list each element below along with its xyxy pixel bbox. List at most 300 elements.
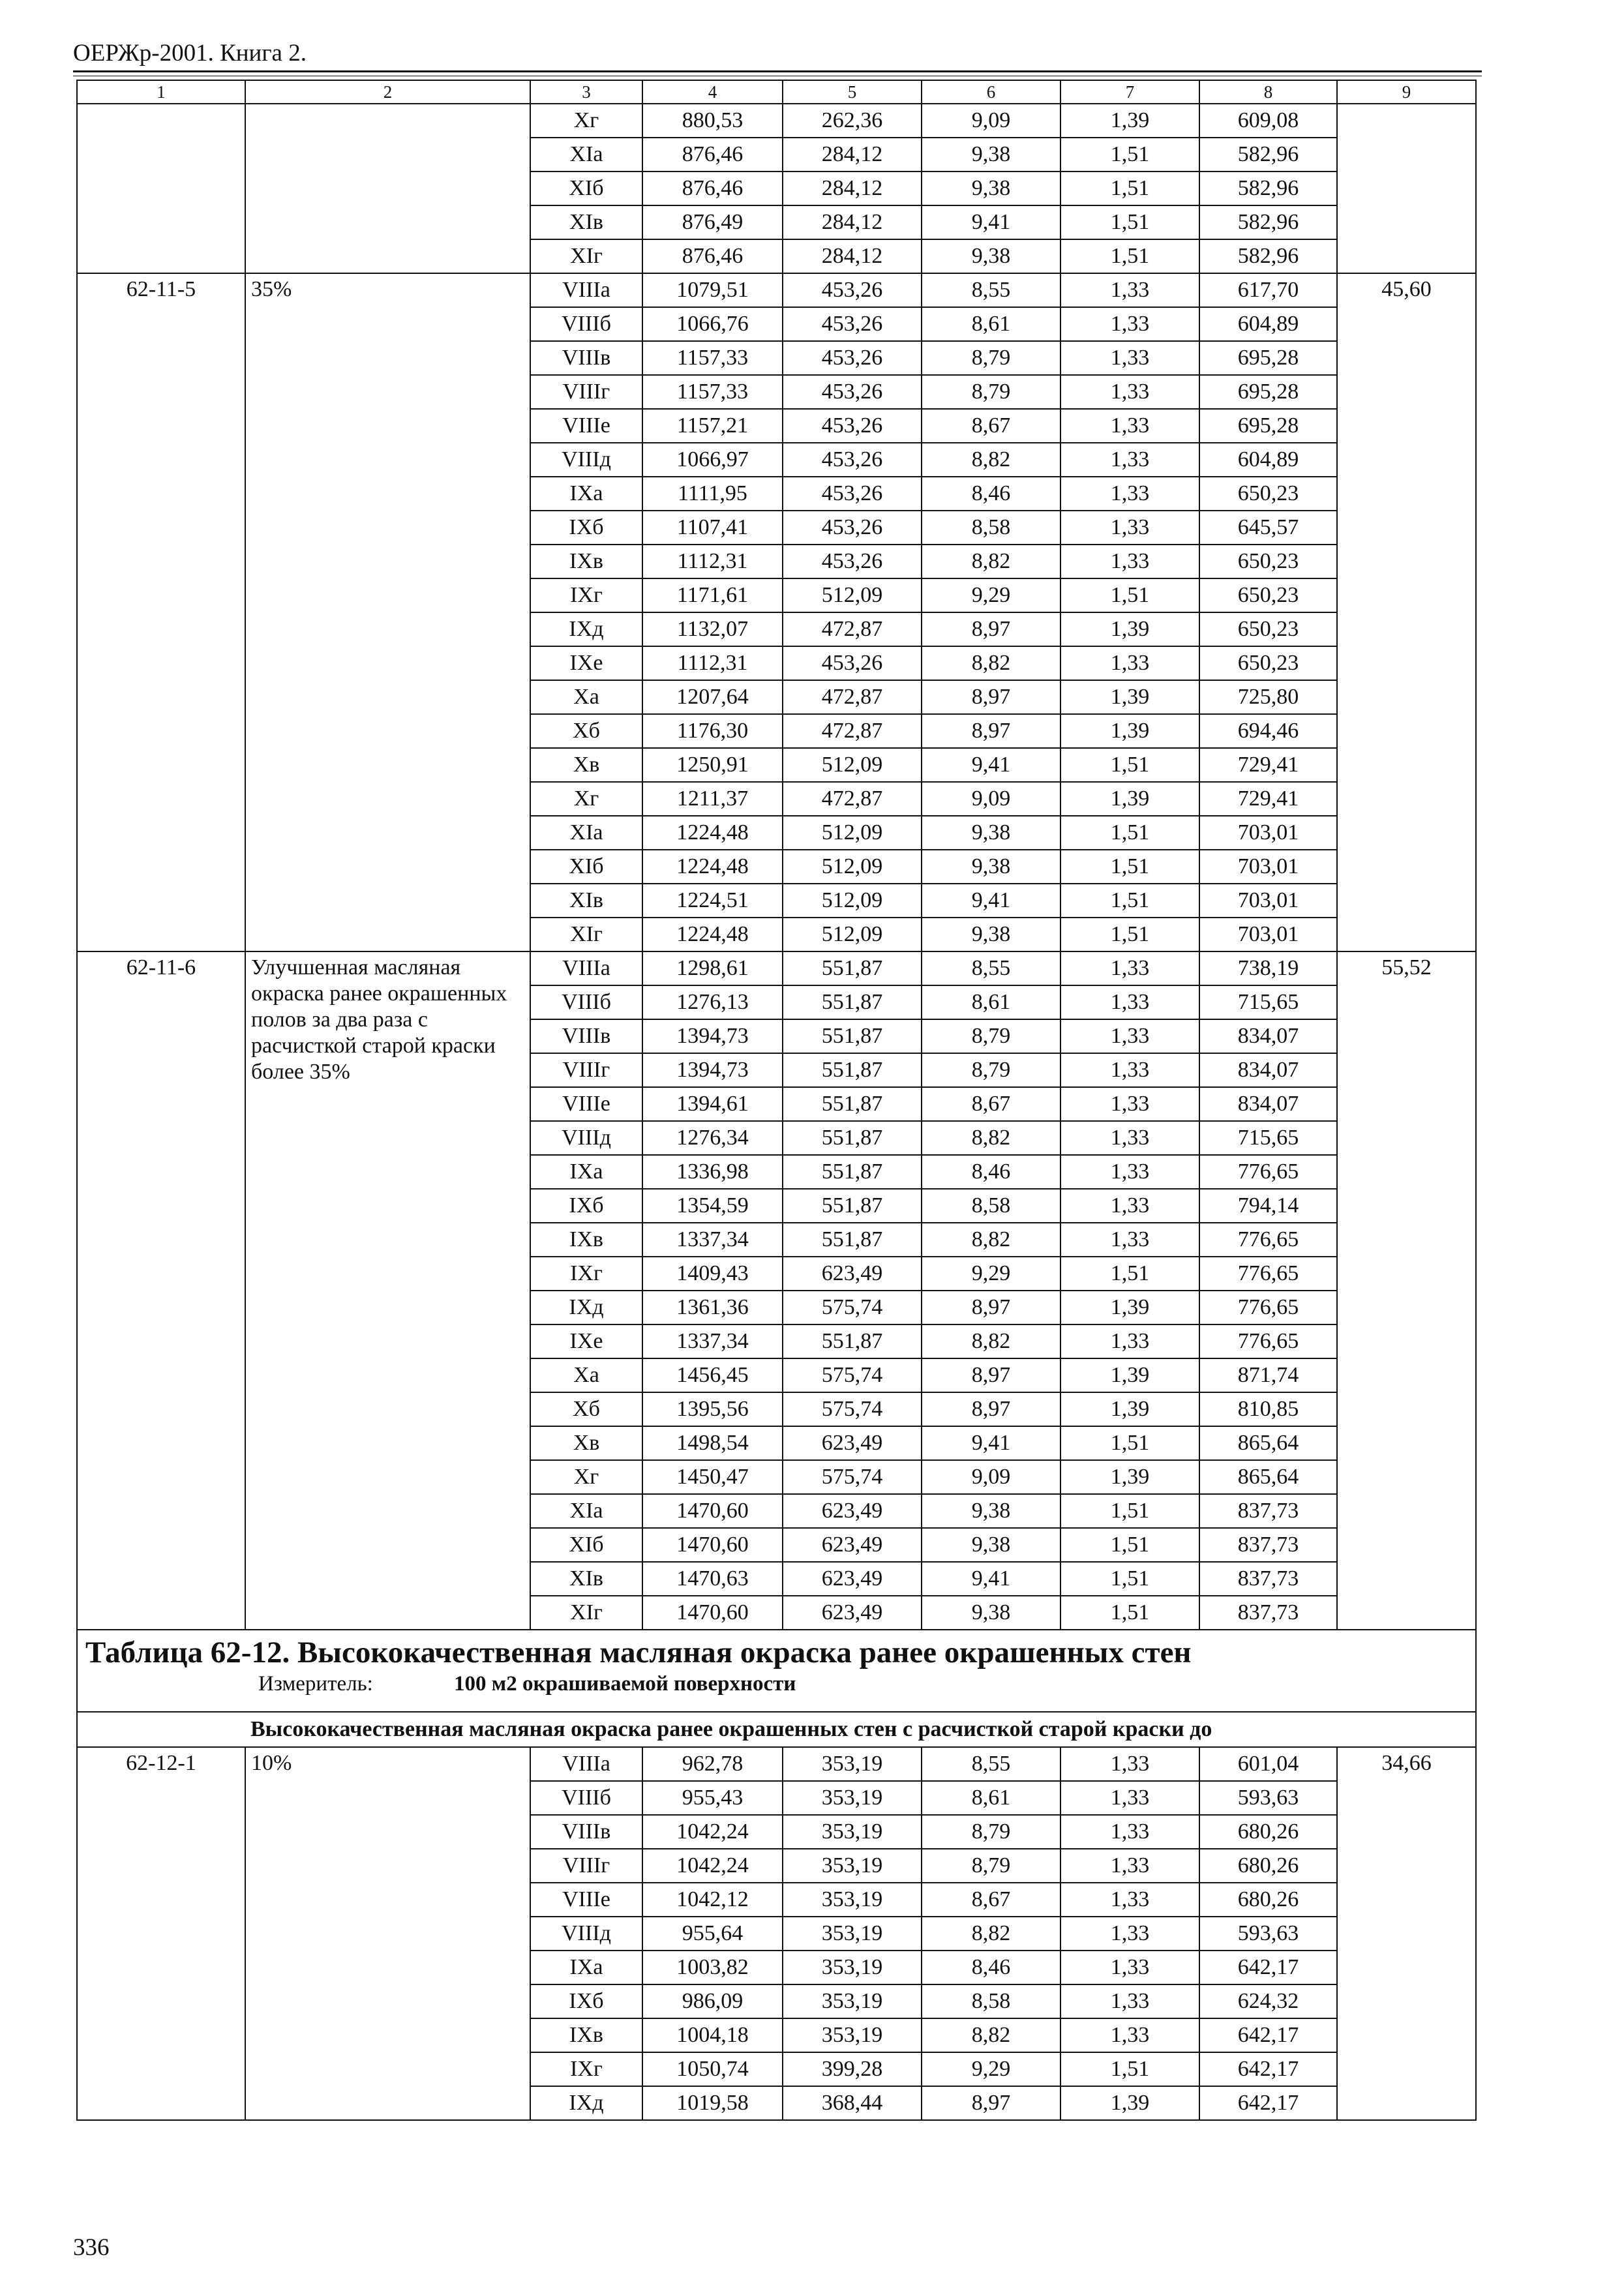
driver-wages-cell: 1,51 xyxy=(1060,1528,1199,1562)
column-number-cell: 6 xyxy=(922,80,1060,104)
wages-cell: 623,49 xyxy=(783,1426,922,1460)
labor-cost-cell: 34,66 xyxy=(1337,1747,1476,2120)
materials-cell: 642,17 xyxy=(1199,2086,1337,2120)
wages-cell: 472,87 xyxy=(783,714,922,748)
wages-cell: 284,12 xyxy=(783,172,922,205)
running-header: ОЕРЖр-2001. Книга 2. xyxy=(73,40,307,67)
driver-wages-cell: 1,39 xyxy=(1060,1291,1199,1324)
total-cost-cell: 1336,98 xyxy=(642,1155,783,1189)
machinery-cell: 9,41 xyxy=(922,1426,1060,1460)
total-cost-cell: 1394,61 xyxy=(642,1087,783,1121)
rate-code-cell: 62-12-1 xyxy=(77,1747,245,2120)
zone-cell: Xб xyxy=(530,1392,642,1426)
wages-cell: 512,09 xyxy=(783,748,922,782)
machinery-cell: 8,58 xyxy=(922,1984,1060,2018)
machinery-cell: 8,82 xyxy=(922,1324,1060,1358)
total-cost-cell: 1079,51 xyxy=(642,273,783,307)
machinery-cell: 8,97 xyxy=(922,2086,1060,2120)
wages-cell: 262,36 xyxy=(783,104,922,138)
zone-cell: IXд xyxy=(530,1291,642,1324)
wages-cell: 368,44 xyxy=(783,2086,922,2120)
wages-cell: 551,87 xyxy=(783,1087,922,1121)
zone-cell: XIв xyxy=(530,1562,642,1596)
machinery-cell: 8,82 xyxy=(922,1917,1060,1951)
machinery-cell: 8,82 xyxy=(922,2018,1060,2052)
zone-cell: IXа xyxy=(530,1155,642,1189)
machinery-cell: 9,38 xyxy=(922,816,1060,850)
total-cost-cell: 955,64 xyxy=(642,1917,783,1951)
wages-cell: 353,19 xyxy=(783,1849,922,1883)
machinery-cell: 9,09 xyxy=(922,782,1060,816)
materials-cell: 680,26 xyxy=(1199,1883,1337,1917)
total-cost-cell: 1042,12 xyxy=(642,1883,783,1917)
wages-cell: 353,19 xyxy=(783,1815,922,1849)
materials-cell: 729,41 xyxy=(1199,748,1337,782)
wages-cell: 284,12 xyxy=(783,138,922,172)
total-cost-cell: 1394,73 xyxy=(642,1053,783,1087)
wages-cell: 472,87 xyxy=(783,680,922,714)
zone-cell: Xг xyxy=(530,1460,642,1494)
materials-cell: 650,23 xyxy=(1199,612,1337,646)
zone-cell: VIIIб xyxy=(530,985,642,1019)
materials-cell: 703,01 xyxy=(1199,884,1337,918)
column-number-cell: 8 xyxy=(1199,80,1337,104)
wages-cell: 512,09 xyxy=(783,816,922,850)
materials-cell: 703,01 xyxy=(1199,918,1337,951)
zone-cell: VIIIв xyxy=(530,1019,642,1053)
wages-cell: 353,19 xyxy=(783,1781,922,1815)
total-cost-cell: 1107,41 xyxy=(642,511,783,545)
zone-cell: VIIIг xyxy=(530,1849,642,1883)
materials-cell: 776,65 xyxy=(1199,1155,1337,1189)
wages-cell: 453,26 xyxy=(783,307,922,341)
driver-wages-cell: 1,51 xyxy=(1060,816,1199,850)
driver-wages-cell: 1,33 xyxy=(1060,1917,1199,1951)
column-number-cell: 9 xyxy=(1337,80,1476,104)
machinery-cell: 8,82 xyxy=(922,545,1060,578)
driver-wages-cell: 1,51 xyxy=(1060,172,1199,205)
column-number-cell: 1 xyxy=(77,80,245,104)
zone-cell: IXв xyxy=(530,2018,642,2052)
wages-cell: 353,19 xyxy=(783,2018,922,2052)
driver-wages-cell: 1,33 xyxy=(1060,511,1199,545)
machinery-cell: 8,82 xyxy=(922,646,1060,680)
zone-cell: XIг xyxy=(530,239,642,273)
wages-cell: 453,26 xyxy=(783,273,922,307)
wages-cell: 512,09 xyxy=(783,850,922,884)
machinery-cell: 8,79 xyxy=(922,341,1060,375)
total-cost-cell: 1456,45 xyxy=(642,1358,783,1392)
zone-cell: IXб xyxy=(530,1189,642,1223)
wages-cell: 512,09 xyxy=(783,884,922,918)
materials-cell: 642,17 xyxy=(1199,1951,1337,1984)
total-cost-cell: 1066,76 xyxy=(642,307,783,341)
materials-cell: 604,89 xyxy=(1199,443,1337,477)
driver-wages-cell: 1,33 xyxy=(1060,1781,1199,1815)
wages-cell: 575,74 xyxy=(783,1460,922,1494)
materials-cell: 837,73 xyxy=(1199,1528,1337,1562)
wages-cell: 551,87 xyxy=(783,1121,922,1155)
wages-cell: 551,87 xyxy=(783,1019,922,1053)
total-cost-cell: 1207,64 xyxy=(642,680,783,714)
machinery-cell: 8,61 xyxy=(922,307,1060,341)
wages-cell: 623,49 xyxy=(783,1494,922,1528)
total-cost-cell: 1176,30 xyxy=(642,714,783,748)
materials-cell: 650,23 xyxy=(1199,545,1337,578)
rate-code-cell: 62-11-5 xyxy=(77,273,245,951)
zone-cell: IXа xyxy=(530,477,642,511)
wages-cell: 472,87 xyxy=(783,782,922,816)
driver-wages-cell: 1,51 xyxy=(1060,1426,1199,1460)
zone-cell: XIб xyxy=(530,1528,642,1562)
total-cost-cell: 876,46 xyxy=(642,239,783,273)
driver-wages-cell: 1,39 xyxy=(1060,2086,1199,2120)
driver-wages-cell: 1,51 xyxy=(1060,884,1199,918)
driver-wages-cell: 1,51 xyxy=(1060,205,1199,239)
driver-wages-cell: 1,33 xyxy=(1060,409,1199,443)
zone-cell: VIIIа xyxy=(530,1747,642,1781)
driver-wages-cell: 1,33 xyxy=(1060,646,1199,680)
materials-cell: 609,08 xyxy=(1199,104,1337,138)
total-cost-cell: 1354,59 xyxy=(642,1189,783,1223)
machinery-cell: 8,97 xyxy=(922,1392,1060,1426)
materials-cell: 776,65 xyxy=(1199,1257,1337,1291)
materials-cell: 715,65 xyxy=(1199,1121,1337,1155)
materials-cell: 810,85 xyxy=(1199,1392,1337,1426)
total-cost-cell: 1409,43 xyxy=(642,1257,783,1291)
machinery-cell: 8,79 xyxy=(922,1019,1060,1053)
machinery-cell: 9,38 xyxy=(922,239,1060,273)
materials-cell: 645,57 xyxy=(1199,511,1337,545)
materials-cell: 650,23 xyxy=(1199,646,1337,680)
materials-cell: 593,63 xyxy=(1199,1781,1337,1815)
zone-cell: IXв xyxy=(530,1223,642,1257)
total-cost-cell: 1171,61 xyxy=(642,578,783,612)
total-cost-cell: 1111,95 xyxy=(642,477,783,511)
zone-cell: Xг xyxy=(530,782,642,816)
machinery-cell: 8,97 xyxy=(922,680,1060,714)
total-cost-cell: 1450,47 xyxy=(642,1460,783,1494)
machinery-cell: 8,46 xyxy=(922,477,1060,511)
zone-cell: Xа xyxy=(530,680,642,714)
zone-cell: VIIIа xyxy=(530,273,642,307)
driver-wages-cell: 1,51 xyxy=(1060,1494,1199,1528)
zone-cell: VIIIд xyxy=(530,1917,642,1951)
driver-wages-cell: 1,33 xyxy=(1060,1019,1199,1053)
measure-label: Измеритель: xyxy=(258,1672,373,1696)
driver-wages-cell: 1,33 xyxy=(1060,2018,1199,2052)
driver-wages-cell: 1,39 xyxy=(1060,714,1199,748)
materials-cell: 680,26 xyxy=(1199,1849,1337,1883)
total-cost-cell: 1470,60 xyxy=(642,1528,783,1562)
machinery-cell: 8,61 xyxy=(922,985,1060,1019)
zone-cell: IXв xyxy=(530,545,642,578)
rate-description-cell: Улучшенная масляная окраска ранее окрашенных полов за два раза с расчисткой старой краски более 35% xyxy=(245,951,530,1630)
labor-cost-cell: 55,52 xyxy=(1337,951,1476,1630)
materials-cell: 776,65 xyxy=(1199,1223,1337,1257)
wages-cell: 284,12 xyxy=(783,239,922,273)
wages-cell: 551,87 xyxy=(783,951,922,985)
machinery-cell: 8,58 xyxy=(922,1189,1060,1223)
rate-row xyxy=(77,273,1476,307)
zone-cell: Xв xyxy=(530,1426,642,1460)
total-cost-cell: 1394,73 xyxy=(642,1019,783,1053)
total-cost-cell: 1224,48 xyxy=(642,816,783,850)
total-cost-cell: 1004,18 xyxy=(642,2018,783,2052)
driver-wages-cell: 1,33 xyxy=(1060,1053,1199,1087)
driver-wages-cell: 1,33 xyxy=(1060,273,1199,307)
total-cost-cell: 1042,24 xyxy=(642,1849,783,1883)
zone-cell: IXб xyxy=(530,511,642,545)
machinery-cell: 9,29 xyxy=(922,1257,1060,1291)
machinery-cell: 9,38 xyxy=(922,1494,1060,1528)
driver-wages-cell: 1,51 xyxy=(1060,1257,1199,1291)
machinery-cell: 8,61 xyxy=(922,1781,1060,1815)
driver-wages-cell: 1,33 xyxy=(1060,1087,1199,1121)
machinery-cell: 9,38 xyxy=(922,172,1060,205)
column-number-cell: 2 xyxy=(245,80,530,104)
materials-cell: 695,28 xyxy=(1199,341,1337,375)
section-heading-row xyxy=(77,1630,1476,1712)
driver-wages-cell: 1,33 xyxy=(1060,1984,1199,2018)
column-number-cell: 4 xyxy=(642,80,783,104)
wages-cell: 551,87 xyxy=(783,1324,922,1358)
materials-cell: 642,17 xyxy=(1199,2018,1337,2052)
machinery-cell: 8,67 xyxy=(922,409,1060,443)
machinery-cell: 8,82 xyxy=(922,1223,1060,1257)
driver-wages-cell: 1,33 xyxy=(1060,1815,1199,1849)
machinery-cell: 9,38 xyxy=(922,850,1060,884)
wages-cell: 353,19 xyxy=(783,1984,922,2018)
zone-cell: IXг xyxy=(530,1257,642,1291)
header-rule xyxy=(73,70,1482,72)
wages-cell: 453,26 xyxy=(783,646,922,680)
total-cost-cell: 1224,48 xyxy=(642,918,783,951)
rate-row xyxy=(77,104,1476,138)
wages-cell: 353,19 xyxy=(783,1883,922,1917)
materials-cell: 582,96 xyxy=(1199,205,1337,239)
driver-wages-cell: 1,33 xyxy=(1060,1883,1199,1917)
total-cost-cell: 1276,13 xyxy=(642,985,783,1019)
total-cost-cell: 1112,31 xyxy=(642,545,783,578)
machinery-cell: 8,97 xyxy=(922,1358,1060,1392)
driver-wages-cell: 1,39 xyxy=(1060,1358,1199,1392)
machinery-cell: 9,41 xyxy=(922,205,1060,239)
section-title: Таблица 62-12. Высококачественная масляная окраска ранее окрашенных стен xyxy=(85,1636,1192,1669)
driver-wages-cell: 1,33 xyxy=(1060,1189,1199,1223)
zone-cell: VIIIа xyxy=(530,951,642,985)
materials-cell: 729,41 xyxy=(1199,782,1337,816)
materials-cell: 871,74 xyxy=(1199,1358,1337,1392)
materials-cell: 582,96 xyxy=(1199,138,1337,172)
zone-cell: VIIIе xyxy=(530,1883,642,1917)
wages-cell: 353,19 xyxy=(783,1951,922,1984)
total-cost-cell: 962,78 xyxy=(642,1747,783,1781)
zone-cell: VIIIд xyxy=(530,443,642,477)
wages-cell: 453,26 xyxy=(783,545,922,578)
total-cost-cell: 1019,58 xyxy=(642,2086,783,2120)
total-cost-cell: 1337,34 xyxy=(642,1223,783,1257)
column-number-cell: 7 xyxy=(1060,80,1199,104)
materials-cell: 865,64 xyxy=(1199,1426,1337,1460)
driver-wages-cell: 1,39 xyxy=(1060,1460,1199,1494)
materials-cell: 604,89 xyxy=(1199,307,1337,341)
subheading-cell: Высококачественная масляная окраска ранее окрашенных стен с расчисткой старой краски до xyxy=(77,1712,1476,1747)
driver-wages-cell: 1,39 xyxy=(1060,612,1199,646)
section-heading-cell xyxy=(77,1630,1476,1712)
total-cost-cell: 1224,48 xyxy=(642,850,783,884)
rate-code-cell: 62-11-6 xyxy=(77,951,245,1630)
materials-cell: 834,07 xyxy=(1199,1019,1337,1053)
materials-cell: 642,17 xyxy=(1199,2052,1337,2086)
machinery-cell: 8,82 xyxy=(922,1121,1060,1155)
rate-description-cell xyxy=(245,104,530,273)
zone-cell: XIа xyxy=(530,816,642,850)
driver-wages-cell: 1,51 xyxy=(1060,2052,1199,2086)
total-cost-cell: 876,46 xyxy=(642,172,783,205)
machinery-cell: 9,38 xyxy=(922,1528,1060,1562)
machinery-cell: 9,38 xyxy=(922,138,1060,172)
total-cost-cell: 1276,34 xyxy=(642,1121,783,1155)
materials-cell: 695,28 xyxy=(1199,375,1337,409)
wages-cell: 623,49 xyxy=(783,1528,922,1562)
materials-cell: 680,26 xyxy=(1199,1815,1337,1849)
materials-cell: 694,46 xyxy=(1199,714,1337,748)
zone-cell: Xв xyxy=(530,748,642,782)
subheading-row xyxy=(77,1712,1476,1747)
driver-wages-cell: 1,33 xyxy=(1060,1849,1199,1883)
machinery-cell: 9,38 xyxy=(922,1596,1060,1630)
machinery-cell: 9,09 xyxy=(922,1460,1060,1494)
driver-wages-cell: 1,33 xyxy=(1060,1121,1199,1155)
total-cost-cell: 1498,54 xyxy=(642,1426,783,1460)
zone-cell: VIIIг xyxy=(530,1053,642,1087)
total-cost-cell: 1042,24 xyxy=(642,1815,783,1849)
total-cost-cell: 986,09 xyxy=(642,1984,783,2018)
materials-cell: 715,65 xyxy=(1199,985,1337,1019)
zone-cell: IXе xyxy=(530,1324,642,1358)
materials-cell: 837,73 xyxy=(1199,1596,1337,1630)
machinery-cell: 8,58 xyxy=(922,511,1060,545)
zone-cell: XIв xyxy=(530,205,642,239)
driver-wages-cell: 1,51 xyxy=(1060,239,1199,273)
machinery-cell: 9,09 xyxy=(922,104,1060,138)
wages-cell: 353,19 xyxy=(783,1917,922,1951)
zone-cell: VIIIе xyxy=(530,1087,642,1121)
zone-cell: XIа xyxy=(530,1494,642,1528)
driver-wages-cell: 1,33 xyxy=(1060,985,1199,1019)
labor-cost-cell: 45,60 xyxy=(1337,273,1476,951)
materials-cell: 703,01 xyxy=(1199,816,1337,850)
total-cost-cell: 1132,07 xyxy=(642,612,783,646)
machinery-cell: 8,97 xyxy=(922,612,1060,646)
materials-cell: 776,65 xyxy=(1199,1324,1337,1358)
column-number-cell: 5 xyxy=(783,80,922,104)
zone-cell: IXа xyxy=(530,1951,642,1984)
zone-cell: VIIIв xyxy=(530,341,642,375)
zone-cell: IXд xyxy=(530,612,642,646)
total-cost-cell: 1361,36 xyxy=(642,1291,783,1324)
wages-cell: 453,26 xyxy=(783,443,922,477)
materials-cell: 593,63 xyxy=(1199,1917,1337,1951)
machinery-cell: 9,41 xyxy=(922,748,1060,782)
driver-wages-cell: 1,33 xyxy=(1060,443,1199,477)
total-cost-cell: 1470,63 xyxy=(642,1562,783,1596)
measure-line xyxy=(85,1671,1467,1697)
wages-cell: 399,28 xyxy=(783,2052,922,2086)
total-cost-cell: 955,43 xyxy=(642,1781,783,1815)
machinery-cell: 8,55 xyxy=(922,951,1060,985)
zone-cell: XIа xyxy=(530,138,642,172)
total-cost-cell: 1470,60 xyxy=(642,1494,783,1528)
machinery-cell: 9,38 xyxy=(922,918,1060,951)
rate-code-cell xyxy=(77,104,245,273)
total-cost-cell: 1157,21 xyxy=(642,409,783,443)
zone-cell: IXд xyxy=(530,2086,642,2120)
total-cost-cell: 880,53 xyxy=(642,104,783,138)
driver-wages-cell: 1,33 xyxy=(1060,477,1199,511)
zone-cell: IXг xyxy=(530,578,642,612)
materials-cell: 582,96 xyxy=(1199,239,1337,273)
machinery-cell: 9,29 xyxy=(922,578,1060,612)
materials-cell: 601,04 xyxy=(1199,1747,1337,1781)
zone-cell: Xг xyxy=(530,104,642,138)
machinery-cell: 9,41 xyxy=(922,1562,1060,1596)
total-cost-cell: 876,46 xyxy=(642,138,783,172)
total-cost-cell: 1112,31 xyxy=(642,646,783,680)
total-cost-cell: 1470,60 xyxy=(642,1596,783,1630)
wages-cell: 551,87 xyxy=(783,1223,922,1257)
wages-cell: 453,26 xyxy=(783,511,922,545)
machinery-cell: 8,82 xyxy=(922,443,1060,477)
zone-cell: Xа xyxy=(530,1358,642,1392)
zone-cell: VIIIб xyxy=(530,307,642,341)
materials-cell: 703,01 xyxy=(1199,850,1337,884)
machinery-cell: 8,55 xyxy=(922,1747,1060,1781)
driver-wages-cell: 1,39 xyxy=(1060,782,1199,816)
machinery-cell: 8,67 xyxy=(922,1087,1060,1121)
materials-cell: 834,07 xyxy=(1199,1087,1337,1121)
wages-cell: 551,87 xyxy=(783,1155,922,1189)
materials-cell: 617,70 xyxy=(1199,273,1337,307)
zone-cell: VIIIб xyxy=(530,1781,642,1815)
driver-wages-cell: 1,51 xyxy=(1060,850,1199,884)
total-cost-cell: 1050,74 xyxy=(642,2052,783,2086)
driver-wages-cell: 1,33 xyxy=(1060,1951,1199,1984)
rate-description-cell: 35% xyxy=(245,273,530,951)
driver-wages-cell: 1,33 xyxy=(1060,341,1199,375)
machinery-cell: 8,46 xyxy=(922,1155,1060,1189)
total-cost-cell: 1157,33 xyxy=(642,341,783,375)
labor-cost-cell xyxy=(1337,104,1476,273)
zone-cell: XIб xyxy=(530,850,642,884)
wages-cell: 284,12 xyxy=(783,205,922,239)
materials-cell: 582,96 xyxy=(1199,172,1337,205)
zone-cell: Xб xyxy=(530,714,642,748)
zone-cell: XIг xyxy=(530,1596,642,1630)
zone-cell: IXб xyxy=(530,1984,642,2018)
materials-cell: 794,14 xyxy=(1199,1189,1337,1223)
materials-cell: 725,80 xyxy=(1199,680,1337,714)
driver-wages-cell: 1,33 xyxy=(1060,1155,1199,1189)
wages-cell: 453,26 xyxy=(783,341,922,375)
driver-wages-cell: 1,33 xyxy=(1060,307,1199,341)
rate-row xyxy=(77,1747,1476,1781)
wages-cell: 575,74 xyxy=(783,1358,922,1392)
driver-wages-cell: 1,51 xyxy=(1060,138,1199,172)
wages-cell: 512,09 xyxy=(783,918,922,951)
driver-wages-cell: 1,33 xyxy=(1060,545,1199,578)
